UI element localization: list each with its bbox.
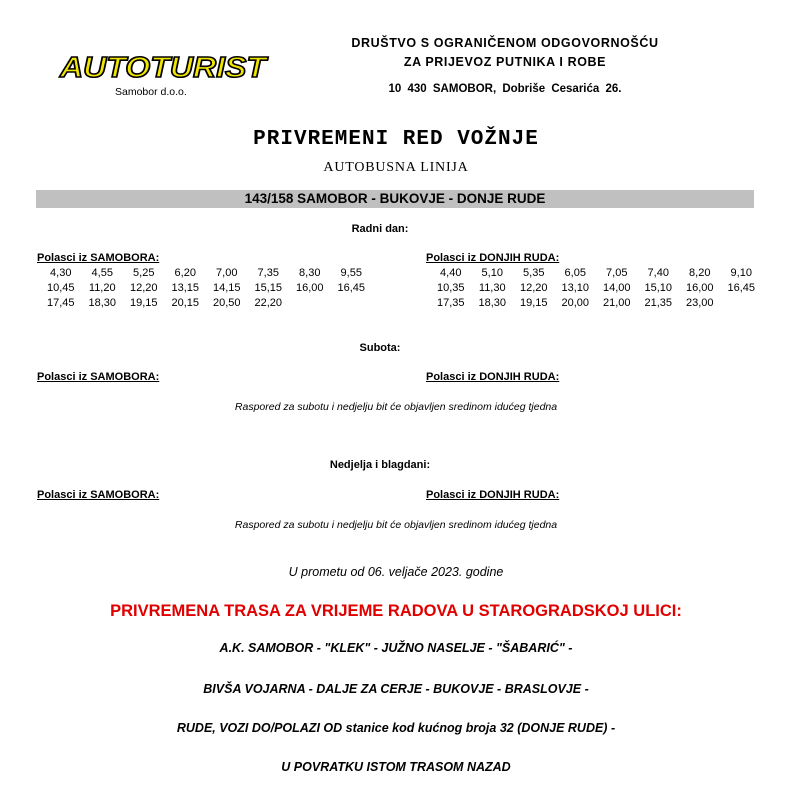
departure-time: 13,15 bbox=[171, 282, 200, 294]
workday-right-heading: Polasci iz DONJIH RUDA: bbox=[426, 252, 560, 264]
workday-left-timetable bbox=[40, 266, 372, 311]
departure-time: 5,35 bbox=[523, 267, 545, 279]
departure-time: 12,20 bbox=[519, 282, 548, 294]
departure-time: 5,10 bbox=[481, 267, 503, 279]
sunday-note: Raspored za subotu i nedjelju bit će objavljen sredinom idućeg tjedna bbox=[234, 519, 558, 531]
saturday-right-heading: Polasci iz DONJIH RUDA: bbox=[426, 371, 560, 383]
departure-time: 10,35 bbox=[436, 282, 465, 294]
temporary-route-line: BIVŠA VOJARNA - DALJE ZA CERJE - BUKOVJE - BRASLOVJE - bbox=[203, 682, 589, 696]
timetable-row bbox=[40, 296, 372, 311]
company-logo bbox=[56, 50, 272, 84]
saturday-label: Subota: bbox=[359, 342, 401, 354]
departure-time: 15,15 bbox=[254, 282, 283, 294]
departure-time: 16,00 bbox=[685, 282, 714, 294]
departure-time: 11,30 bbox=[478, 282, 506, 294]
departure-time: 14,00 bbox=[602, 282, 631, 294]
route-title: 143/158 SAMOBOR - BUKOVJE - DONJE RUDE bbox=[244, 191, 546, 206]
temporary-route-line: RUDE, VOZI DO/POLAZI OD stanice kod kućnog broja 32 (DONJE RUDE) - bbox=[176, 721, 616, 735]
departure-time: 4,30 bbox=[50, 267, 72, 279]
autoturist-logo-graphic bbox=[56, 50, 272, 84]
departure-time: 16,00 bbox=[295, 282, 324, 294]
departure-time: 8,30 bbox=[299, 267, 321, 279]
departure-time: 7,00 bbox=[216, 267, 238, 279]
page-title: PRIVREMENI RED VOŽNJE bbox=[253, 128, 539, 151]
saturday-left-heading: Polasci iz SAMOBORA: bbox=[37, 371, 160, 383]
departure-time: 21,00 bbox=[602, 297, 631, 309]
departure-time: 7,35 bbox=[257, 267, 279, 279]
departure-time: 15,10 bbox=[644, 282, 673, 294]
departure-time: 8,20 bbox=[689, 267, 711, 279]
departure-time: 10,45 bbox=[46, 282, 75, 294]
departure-time: 21,35 bbox=[644, 297, 673, 309]
sunday-label: Nedjelja i blagdani: bbox=[329, 459, 431, 471]
timetable-row bbox=[40, 281, 372, 296]
departure-time: 12,20 bbox=[129, 282, 158, 294]
sunday-right-heading: Polasci iz DONJIH RUDA: bbox=[426, 489, 560, 501]
departure-time: 18,30 bbox=[478, 297, 507, 309]
saturday-note: Raspored za subotu i nedjelju bit će objavljen sredinom idućeg tjedna bbox=[234, 401, 558, 413]
departure-time: 20,00 bbox=[561, 297, 590, 309]
page-subtitle: AUTOBUSNA LINIJA bbox=[323, 160, 469, 175]
departure-time: 20,15 bbox=[171, 297, 200, 309]
departure-time: 14,15 bbox=[212, 282, 241, 294]
sunday-left-heading: Polasci iz SAMOBORA: bbox=[37, 489, 160, 501]
departure-time: 17,45 bbox=[46, 297, 75, 309]
workday-right-timetable bbox=[430, 266, 762, 311]
temporary-route-line: U POVRATKU ISTOM TRASOM NAZAD bbox=[281, 760, 511, 774]
departure-time: 9,55 bbox=[340, 267, 362, 279]
temporary-route-line: A.K. SAMOBOR - "KLEK" - JUŽNO NASELJE - "ŠABARIĆ" - bbox=[219, 641, 573, 655]
departure-time: 18,30 bbox=[88, 297, 117, 309]
workday-left-heading: Polasci iz SAMOBORA: bbox=[37, 252, 160, 264]
company-name-line1: DRUŠTVO S OGRANIČENOM ODGOVORNOŠĆU bbox=[351, 36, 659, 50]
temporary-route-heading: PRIVREMENA TRASA ZA VRIJEME RADOVA U STAROGRADSKOJ ULICI: bbox=[110, 602, 682, 620]
company-name-line2: ZA PRIJEVOZ PUTNIKA I ROBE bbox=[403, 55, 607, 69]
departure-time: 5,25 bbox=[133, 267, 155, 279]
departure-time: 11,20 bbox=[88, 282, 116, 294]
departure-time: 19,15 bbox=[129, 297, 158, 309]
departure-time: 22,20 bbox=[254, 297, 283, 309]
timetable-row bbox=[430, 296, 762, 311]
departure-time: 6,05 bbox=[564, 267, 586, 279]
departure-time: 23,00 bbox=[685, 297, 714, 309]
timetable-row bbox=[430, 281, 762, 296]
departure-time: 16,45 bbox=[337, 282, 366, 294]
departure-time: 13,10 bbox=[561, 282, 590, 294]
timetable-row bbox=[40, 266, 372, 281]
timetable-row bbox=[430, 266, 762, 281]
departure-time: 17,35 bbox=[436, 297, 465, 309]
departure-time: 4,55 bbox=[91, 267, 113, 279]
departure-time: 16,45 bbox=[727, 282, 756, 294]
departure-time: 7,40 bbox=[647, 267, 669, 279]
departure-time: 7,05 bbox=[606, 267, 628, 279]
departure-time: 20,50 bbox=[212, 297, 241, 309]
valid-from: U prometu od 06. veljače 2023. godine bbox=[288, 565, 504, 579]
logo-subtitle: Samobor d.o.o. bbox=[115, 86, 187, 98]
departure-time: 4,40 bbox=[440, 267, 462, 279]
company-address: 10 430 SAMOBOR, Dobriše Cesarića 26. bbox=[388, 83, 622, 95]
departure-time: 9,10 bbox=[730, 267, 752, 279]
departure-time: 6,20 bbox=[174, 267, 196, 279]
logo-text: AUTOTURIST bbox=[58, 52, 269, 84]
departure-time: 19,15 bbox=[519, 297, 548, 309]
workday-label: Radni dan: bbox=[351, 223, 409, 235]
